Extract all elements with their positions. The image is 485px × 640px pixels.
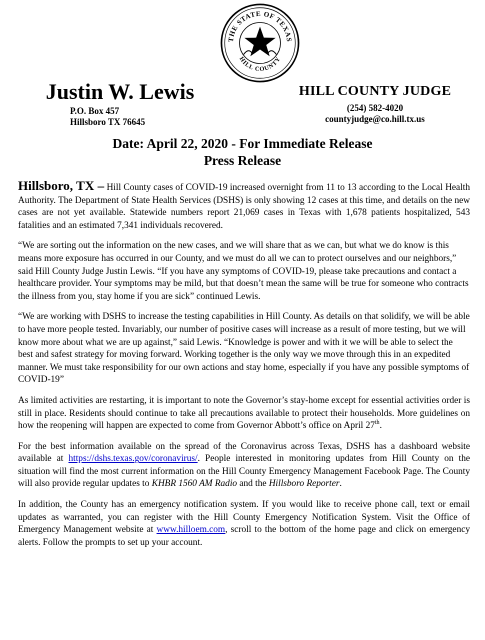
dateline-location: Hillsboro, TX – [18,178,105,193]
svg-text:HILL COUNTY [238,56,283,73]
paragraph-4 [18,395,470,433]
office-header [275,83,475,125]
paragraph-6-text-b: , scroll to the bottom of the home page and click on emergency alerts. Follow the prompts to set up your account. [18,525,470,548]
address-block [70,106,220,128]
paragraph-1 [18,180,470,232]
paragraph-6 [18,499,470,549]
newspaper-name: Hillsboro Reporter [268,479,340,490]
paragraph-2: “We are sorting out the information on the new cases, and we will share that as we can, but what we do know is this means more exposure has occurred in our County, and we must do all we can to protect ourselves and our neighbors,” said Hill County Judge Justin Lewis. “If you have any symptoms of COVID-19, please take precautions and contact a healthcare provider. Your symptoms may be mild, but that doesn’t mean the same will be true for someone who contracts the illness from you, stay home if you are sick” continued Lewis. [18,241,469,302]
address-line-2: Hillsboro TX 76645 [70,117,146,127]
paragraph-6-text-a: In addition, the County has an emergency notification system. If you would like to receive phone call, text or email updates as warranted, you can register with the Hill County Emergency Notification System. Visit the Office of Emergency Management website at [18,500,470,536]
seal-ring-text-bottom: HILL COUNTY [237,56,283,74]
paragraph-5 [18,441,470,491]
radio-station: KHBR 1560 AM Radio [151,479,238,490]
star-icon [244,27,275,57]
dshs-dashboard-link[interactable]: https://dshs.texas.gov/coronavirus/ [68,454,198,465]
paragraph-1-text: Hill County cases of COVID-19 increased overnight from 11 to 13 according to the Local Health Authority. The Department of State Health Services (DSHS) is only showing 12 cases at this time, and details on the new cases are not yet available. Statewide numbers report 21,069 cases in Texas with 1,678 patients hospitalized, 543 fatalities and an estimated 7,341 individuals recovered. [18,183,470,231]
county-seal [219,2,301,84]
judge-header [20,80,220,128]
seal-ring-text-top: THE STATE OF TEXAS [226,9,294,43]
ordinal-suffix: th [374,420,380,426]
email-address: countyjudge@co.hill.tx.us [325,114,425,124]
contact-block [275,103,475,125]
address-line-1: P.O. Box 457 [70,106,120,116]
paragraph-5-text-b: . People interested in monitoring updates from Hill County on the situation will find the most current information on the Hill County Emergency Management Facebook Page. The County will also provide regular updates to [18,454,470,490]
judge-name: Justin W. Lewis [45,79,195,104]
office-title: HILL COUNTY JUDGE [298,84,452,99]
paragraph-5-text-a: For the best information available on the spread of the Coronavirus across Texas, DSHS has a dashboard website available at [18,441,470,465]
paragraph-4-end: . [379,421,382,432]
oem-website-link[interactable]: www.hilloem.com [156,525,226,536]
release-type: Press Release [203,153,282,168]
paragraph-5-text-d: . [339,479,342,490]
release-date: Date: April 22, 2020 - For Immediate Release [112,136,373,151]
paragraph-4-text: As limited activities are restarting, it is important to note the Governor’s stay-home except for essential activities order is still in place. Residents should continue to take all precautions available to protect their households. More guidelines on how the reopening will happen are expected to come from Governor Abbott’s office on April 27 [18,395,470,432]
dateline [0,135,485,169]
paragraph-3: “We are working with DSHS to increase the testing capabilities in Hill County. As details on that solidify, we will be able to have more people tested. Invariably, our number of positive cases will increase as a result of more testing, but we will know more about what we are up against,” said Lewis. “Knowledge is power and with it we will be able to select the best and safest strategy for moving forward. Working together is the only way we move through this in an expedited manner. We must take responsibility for our own actions and stay home, especially if you have any possible symptoms of COVID-19” [18,312,470,386]
paragraph-5-text-c: and the [237,479,269,490]
phone-number: (254) 582-4020 [346,103,404,113]
press-release-body [18,180,470,557]
